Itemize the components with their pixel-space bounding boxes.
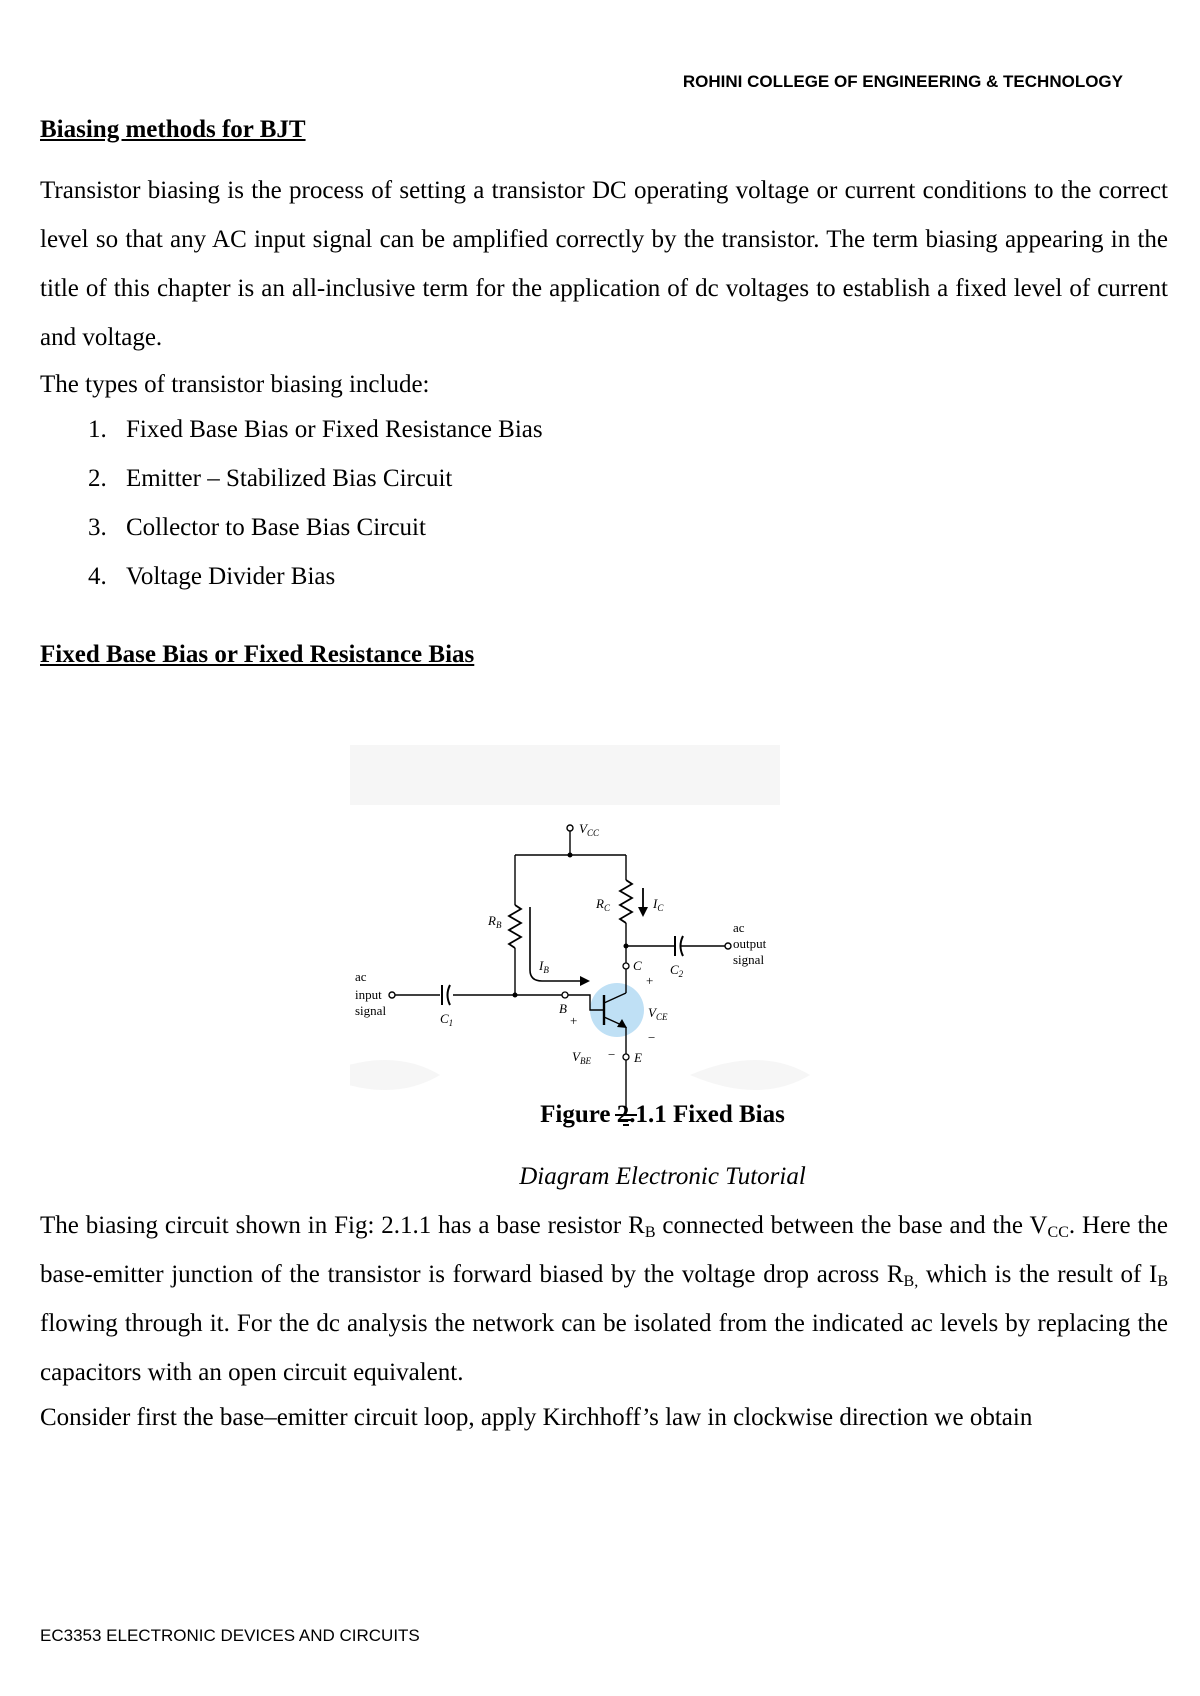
vce-label: $V_{CE}$ (648, 1005, 668, 1022)
ib-arrow (530, 907, 582, 981)
vcc-label: $V_{CC}$ (579, 821, 599, 838)
ac-output-label-line3: signal (733, 952, 765, 967)
intro-paragraph (40, 166, 1168, 362)
vbe-label: $V_{BE}$ (572, 1049, 591, 1066)
section-heading-fixed-bias: Fixed Base Bias or Fixed Resistance Bias (40, 641, 475, 668)
ac-output-label-line2: output (733, 936, 767, 951)
list-item: 4. Voltage Divider Bias (88, 563, 336, 590)
list-item: 2. Emitter – Stabilized Bias Circuit (88, 465, 453, 492)
output-terminal (725, 943, 731, 949)
figure-source: Diagram Electronic Tutorial (519, 1163, 806, 1190)
rb-label: $R_B$ (488, 913, 502, 930)
list-intro: The types of transistor biasing include: (40, 371, 430, 398)
list-item: 3. Collector to Base Bias Circuit (88, 514, 426, 541)
section-heading-biasing-methods: Biasing methods for BJT (40, 116, 306, 143)
ac-input-label-line1: ac (355, 969, 367, 984)
ib-label: $I_B$ (539, 958, 549, 975)
ic-label: $I_C$ (653, 896, 664, 913)
vbe-minus-sign: − (608, 1047, 616, 1062)
node-b-label: B (559, 1001, 567, 1016)
bias-types-list (88, 416, 543, 612)
ac-input-label-line3: signal (355, 1003, 387, 1018)
intro-paragraph-text: Transistor biasing is the process of setting a transistor DC operating voltage or current conditions to the correct level so that any AC input signal can be amplified correctly by the transistor. The term biasing appearing in the title of this chapter is an all-inclusive term for the application of dc voltages to establish a fixed level of current and voltage. (40, 177, 1168, 351)
figure-caption: Figure 2.1.1 Fixed Bias (540, 1101, 785, 1128)
vce-plus-sign: + (646, 973, 654, 988)
watermark-logo (350, 745, 810, 1090)
fixed-bias-paragraph: The biasing circuit shown in Fig: 2.1.1 has a base resistor $R_B$ connected between the base and the $V_{CC}$. Here the base-emitter junction of the transistor is forward biased by the voltage drop across $R_{B,}$ which is the result of $I_B$ flowing through it. For the dc analysis the network can be isolated from the indicated ac levels by replacing the capacitors with an open circuit equivalent. (40, 1212, 1169, 1386)
rc-resistor (620, 880, 632, 923)
node-e-label: E (634, 1050, 642, 1065)
vce-minus-sign: − (648, 1030, 656, 1045)
node-c-label: C (633, 958, 642, 973)
page-header: ROHINI COLLEGE OF ENGINEERING & TECHNOLOGY (682, 72, 1123, 91)
list-item: 1. Fixed Base Bias or Fixed Resistance Bias (88, 416, 543, 443)
c1-label: $C_1$ (440, 1011, 454, 1028)
page-footer: EC3353 ELECTRONIC DEVICES AND CIRCUITS (40, 1626, 420, 1645)
vbe-plus-sign: + (570, 1013, 578, 1028)
ac-input-label-line2: input (355, 987, 382, 1002)
ac-output-label-line1: ac (733, 920, 745, 935)
rc-label: $R_C$ (596, 896, 610, 913)
vcc-terminal (567, 825, 573, 831)
kirchhoff-paragraph: Consider first the base–emitter circuit loop, apply Kirchhoff’s law in clockwise direction we obtain (40, 1404, 1033, 1431)
c2-label: $C_2$ (670, 962, 684, 979)
rb-resistor (509, 905, 521, 948)
input-terminal (389, 992, 395, 998)
